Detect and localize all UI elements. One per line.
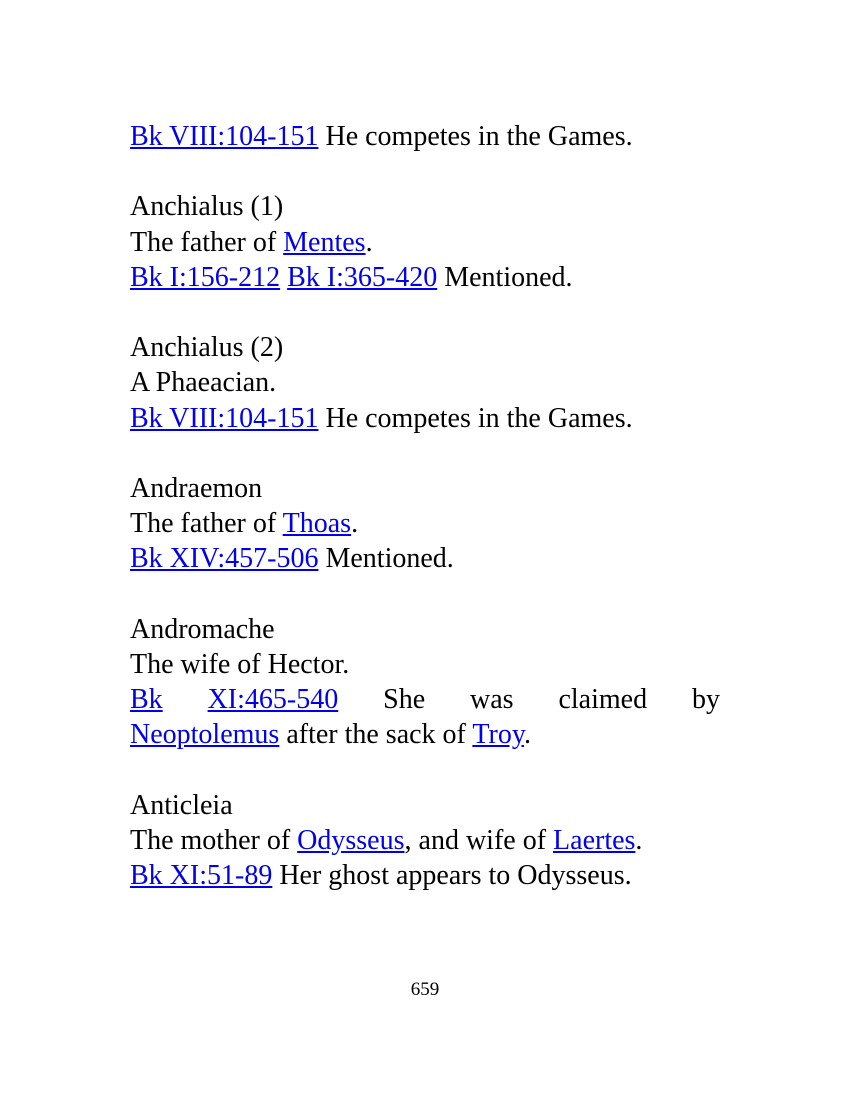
link-laertes[interactable]: Laertes (553, 824, 636, 856)
entry-references (130, 858, 720, 893)
spacer (130, 576, 720, 611)
entry-text: Mentioned. (437, 261, 573, 293)
entry-description (130, 506, 720, 541)
desc-text: The mother of (130, 824, 298, 856)
link-thoas[interactable]: Thoas (282, 508, 352, 540)
entry-references-continued (130, 717, 720, 752)
page-content (130, 119, 720, 893)
entry-description (130, 225, 720, 260)
entry-word: claimed (558, 684, 648, 715)
spacer (130, 154, 720, 189)
entry-heading-andromache: Andromache (130, 613, 275, 645)
entry-continuation (130, 119, 720, 154)
entry-references (130, 541, 720, 576)
ref-link-bk-viii-104-151[interactable]: Bk VIII:104-151 (130, 402, 319, 434)
entry-text: He competes in the Games. (318, 402, 633, 434)
entry-description: A Phaeacian. (130, 367, 277, 399)
ref-link-bk-xi-465-540-part1[interactable]: Bk (130, 684, 163, 715)
entry-text: He competes in the Games. (318, 121, 633, 152)
entry-word: by (691, 684, 720, 715)
ref-link-bk-i-365-420[interactable]: Bk I:365-420 (287, 261, 438, 293)
entry-text: . (524, 719, 531, 751)
spacer (130, 295, 720, 330)
link-odysseus[interactable]: Odysseus (297, 824, 405, 856)
entry-heading-anchialus-2: Anchialus (2) (130, 332, 284, 364)
entry-heading-anchialus-1: Anchialus (1) (130, 191, 284, 223)
ref-link-bk-xiv-457-506[interactable]: Bk XIV:457-506 (130, 543, 319, 575)
spacer (130, 752, 720, 787)
desc-text: , and wife of (404, 824, 554, 856)
entry-references-justified (130, 682, 720, 717)
entry-text: Mentioned. (318, 543, 454, 575)
desc-text: The father of (130, 508, 283, 540)
entry-description: The wife of Hector. (130, 648, 350, 680)
spacer (130, 436, 720, 471)
desc-text: . (351, 508, 359, 540)
entry-heading-andraemon: Andraemon (130, 472, 263, 504)
desc-text: The father of (130, 226, 284, 258)
page-number: 659 (410, 979, 440, 1000)
entry-references (130, 401, 720, 436)
entry-heading-anticleia: Anticleia (130, 789, 233, 821)
ref-link-bk-xi-51-89[interactable]: Bk XI:51-89 (130, 859, 273, 891)
ref-link-bk-viii-104-151[interactable]: Bk VIII:104-151 (130, 121, 319, 152)
entry-word: was (470, 684, 514, 715)
ref-link-bk-i-156-212[interactable]: Bk I:156-212 (130, 261, 281, 293)
ref-link-bk-xi-465-540-part2[interactable]: XI:465-540 (207, 684, 339, 715)
desc-text: . (365, 226, 373, 258)
desc-text: . (635, 824, 643, 856)
entry-word: She (383, 684, 426, 715)
entry-text: Her ghost appears to Odysseus. (272, 859, 632, 891)
link-mentes[interactable]: Mentes (283, 226, 366, 258)
entry-description (130, 823, 720, 858)
link-troy[interactable]: Troy (472, 719, 524, 751)
entry-references (130, 260, 720, 295)
entry-text: after the sack of (279, 719, 473, 751)
link-neoptolemus[interactable]: Neoptolemus (130, 719, 280, 751)
